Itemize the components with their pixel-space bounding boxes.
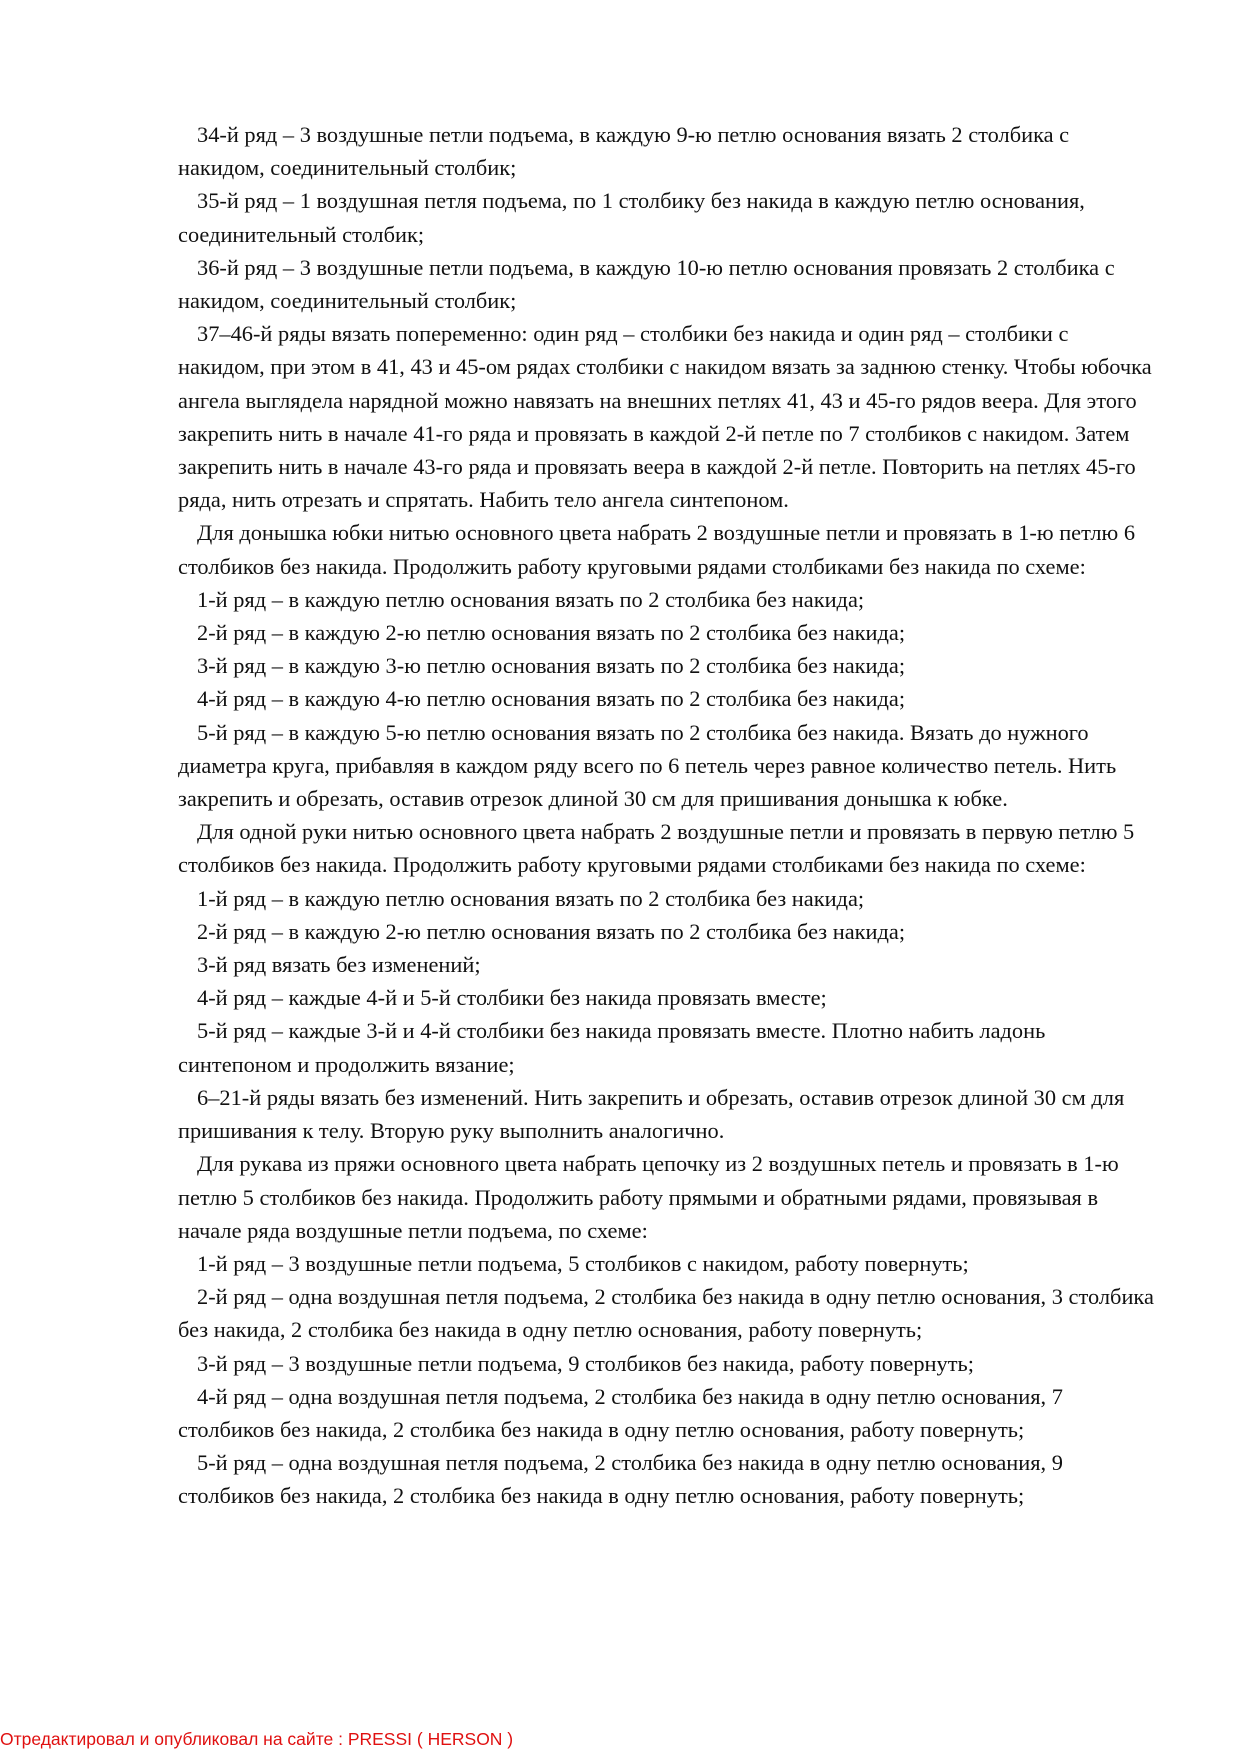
paragraph: 1-й ряд – 3 воздушные петли подъема, 5 столбиков с накидом, работу повернуть; [197, 1250, 969, 1276]
paragraph: 2-й ряд – в каждую 2-ю петлю основания вязать по 2 столбика без накида; [197, 620, 906, 646]
paragraph: 37–46-й ряды вязать попеременно: один ряд – столбики без накида и один ряд – столбики с накидом, при этом в 41, 43 и 45-ом рядах столбики с накидом вязать за заднюю стенку. Чтобы юбочка ангела выглядела нарядной можно навязать на внешних петлях 41, 43 и 45-го рядов веера. Для этого закрепить нить в начале 41-го ряда и провязать в каждой 2-й петле по 7 столбиков с накидом. Затем закрепить нить в начале 43-го ряда и провязать веера в каждой 2-й петле. Повторить на петлях 45-го ряда, нить отрезать и спрятать. Набить тело ангела синтепоном. [178, 321, 1152, 513]
paragraph: 3-й ряд – в каждую 3-ю петлю основания вязать по 2 столбика без накида; [197, 653, 906, 679]
paragraph: 5-й ряд – каждые 3-й и 4-й столбики без накида провязать вместе. Плотно набить ладонь синтепоном и продолжить вязание; [178, 1018, 1046, 1077]
paragraph: 5-й ряд – одна воздушная петля подъема, 2 столбика без накида в одну петлю основания, 9 столбиков без накида, 2 столбика без накида в одну петлю основания, работу повернуть; [178, 1450, 1063, 1509]
paragraph: 35-й ряд – 1 воздушная петля подъема, по 1 столбику без накида в каждую петлю основания, соединительный столбик; [178, 188, 1085, 247]
paragraph: 6–21-й ряды вязать без изменений. Нить закрепить и обрезать, оставив отрезок длиной 30 см для пришивания к телу. Вторую руку выполнить аналогично. [178, 1084, 1125, 1144]
paragraph: 2-й ряд – в каждую 2-ю петлю основания вязать по 2 столбика без накида; [197, 918, 906, 944]
paragraph: 1-й ряд – в каждую петлю основания вязать по 2 столбика без накида; [197, 586, 865, 612]
paragraph: 36-й ряд – 3 воздушные петли подъема, в каждую 10-ю петлю основания провязать 2 столбика с накидом, соединительный столбик; [178, 254, 1115, 314]
paragraph: 34-й ряд – 3 воздушные петли подъема, в каждую 9-ю петлю основания вязать 2 столбика с накидом, соединительный столбик; [178, 122, 1070, 181]
document-body [178, 118, 1158, 1513]
paragraph: 3-й ряд – 3 воздушные петли подъема, 9 столбиков без накида, работу повернуть; [197, 1350, 974, 1376]
paragraph: 4-й ряд – в каждую 4-ю петлю основания вязать по 2 столбика без накида; [197, 686, 906, 712]
paragraph: 1-й ряд – в каждую петлю основания вязать по 2 столбика без накида; [197, 885, 865, 911]
publisher-footer: Отредактировал и опубликовал на сайте : PRESSI ( HERSON ) [0, 1729, 514, 1749]
paragraph: 3-й ряд вязать без изменений; [197, 952, 481, 978]
paragraph: Для донышка юбки нитью основного цвета набрать 2 воздушные петли и провязать в 1-ю петлю 6 столбиков без накида. Продолжить работу круговыми рядами столбиками без накида по схеме: [178, 520, 1136, 579]
paragraph: 4-й ряд – каждые 4-й и 5-й столбики без накида провязать вместе; [197, 985, 827, 1011]
paragraph: Для одной руки нитью основного цвета набрать 2 воздушные петли и провязать в первую петлю 5 столбиков без накида. Продолжить работу круговыми рядами столбиками без накида по схеме: [178, 819, 1135, 878]
paragraph: 4-й ряд – одна воздушная петля подъема, 2 столбика без накида в одну петлю основания, 7 столбиков без накида, 2 столбика без накида в одну петлю основания, работу повернуть; [178, 1383, 1063, 1442]
paragraph: Для рукава из пряжи основного цвета набрать цепочку из 2 воздушных петель и провязать в 1-ю петлю 5 столбиков без накида. Продолжить работу прямыми и обратными рядами, провязывая в начале ряда воздушные петли подъема, по схеме: [178, 1151, 1119, 1243]
paragraph: 5-й ряд – в каждую 5-ю петлю основания вязать по 2 столбика без накида. Вязать до нужного диаметра круга, прибавляя в каждом ряду всего по 6 петель через равное количество петель. Нить закрепить и обрезать, оставив отрезок длиной 30 см для пришивания донышка к юбке. [178, 719, 1117, 812]
paragraph: 2-й ряд – одна воздушная петля подъема, 2 столбика без накида в одну петлю основания, 3 столбика без накида, 2 столбика без накида в одну петлю основания, работу повернуть; [178, 1284, 1154, 1343]
